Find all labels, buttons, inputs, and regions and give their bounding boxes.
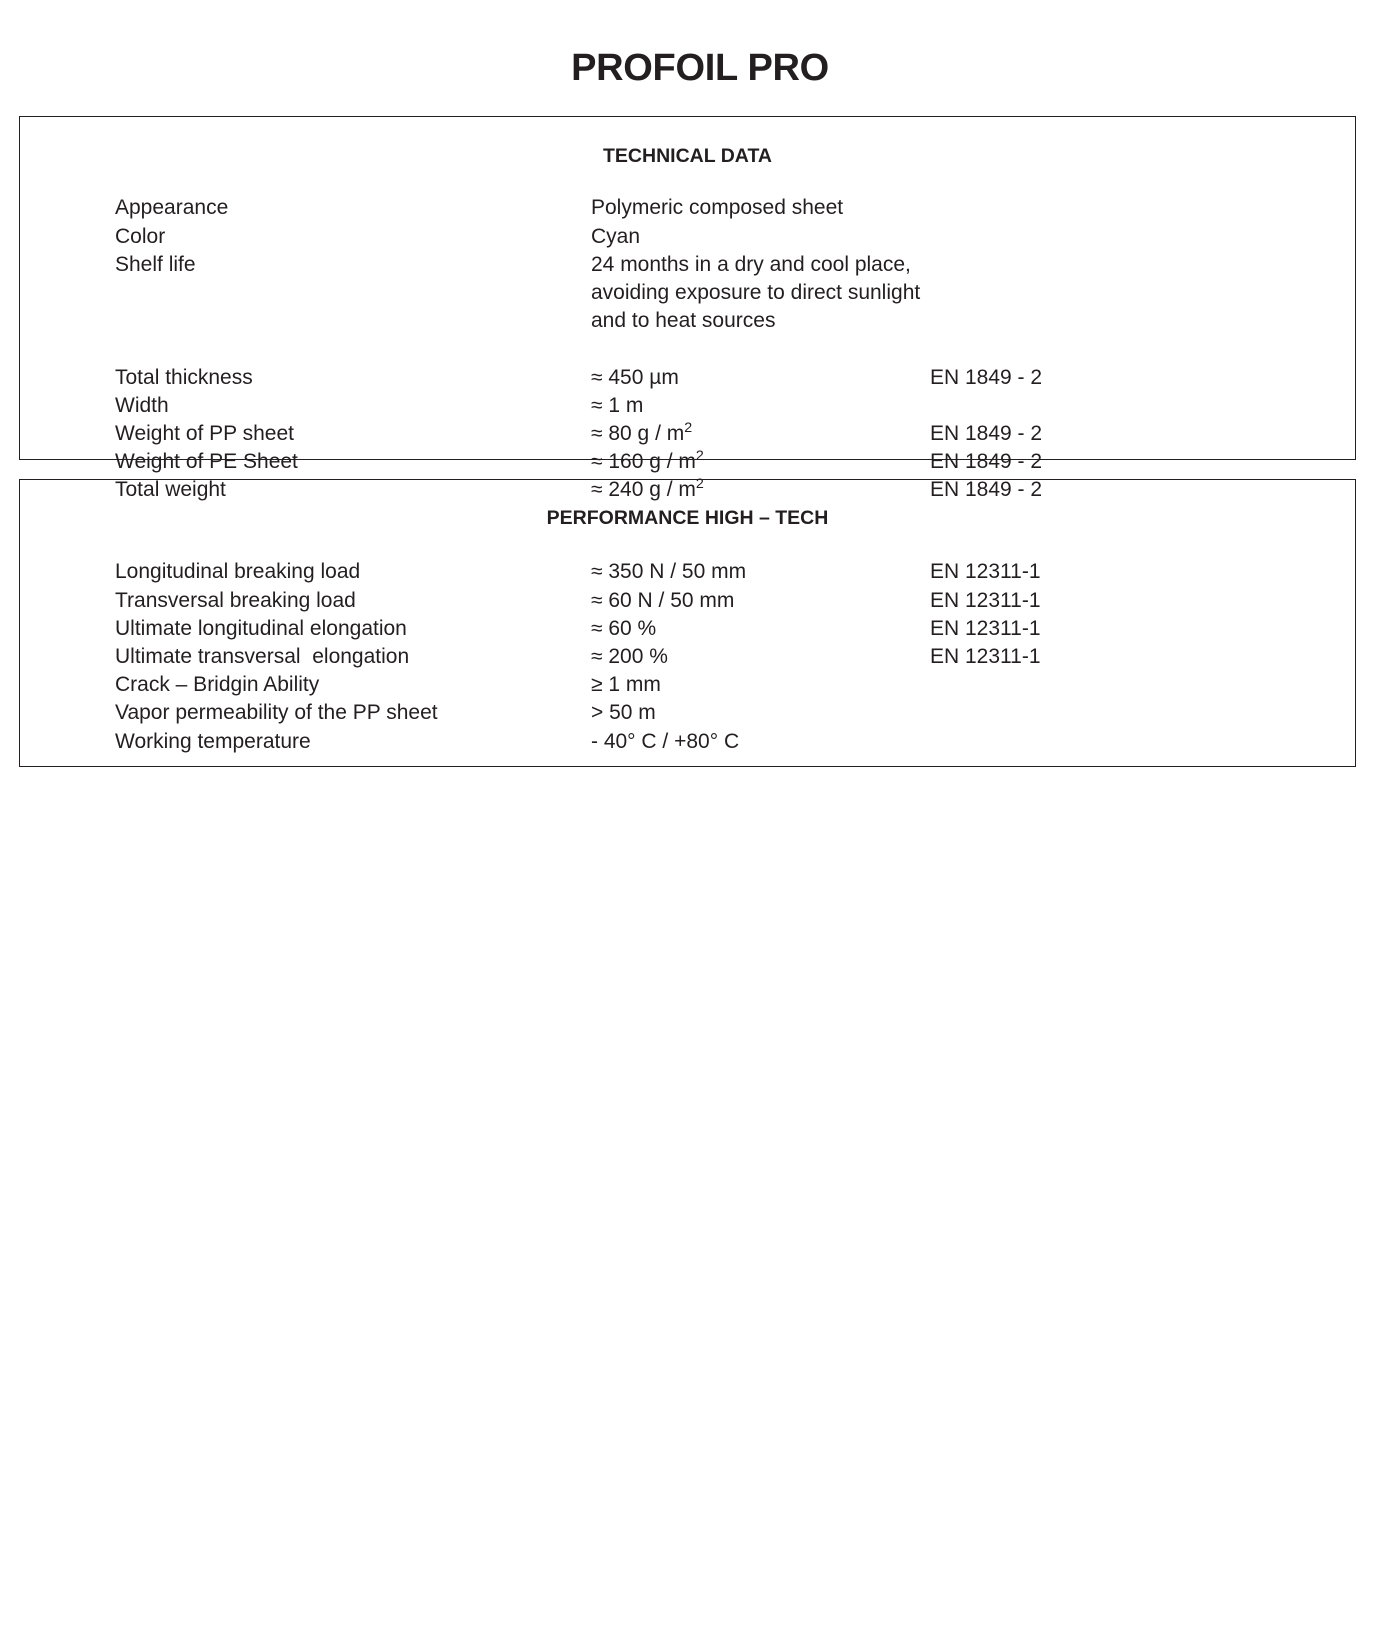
spec-row (20, 420, 1355, 448)
spec-label: Crack – Bridgin Ability (115, 673, 320, 697)
spec-label: Color (115, 224, 166, 248)
spec-label: Working temperature (115, 729, 311, 753)
spec-row (20, 364, 1355, 392)
technical-data-header: TECHNICAL DATA (603, 144, 772, 167)
spec-value: ≈ 160 g / $m^2$ (591, 448, 704, 474)
spec-value: ≈ 1 m (591, 393, 644, 417)
spec-row (20, 448, 1355, 476)
spec-standard: EN 12311-1 (930, 588, 1041, 612)
spec-row (20, 699, 1355, 727)
spec-row (20, 558, 1355, 586)
spec-label: Appearance (115, 196, 229, 220)
spec-value: Cyan (591, 224, 641, 248)
spec-standard: EN 1849 - 2 (930, 478, 1043, 502)
spec-value: ≥ 1 mm (591, 673, 661, 697)
unit-exponent: 2 (695, 448, 704, 465)
spec-label: Total weight (115, 478, 226, 502)
spec-value: ≈ 80 g / $m^2$ (591, 419, 693, 445)
spec-label: Shelf life (115, 252, 196, 276)
spec-standard: EN 1849 - 2 (930, 421, 1043, 445)
spec-label: Total thickness (115, 365, 253, 389)
spec-row (20, 643, 1355, 671)
spec-value: ≈ 60 % (591, 616, 657, 640)
performance-panel (19, 479, 1356, 767)
spec-value: ≈ 60 N / 50 mm (591, 588, 735, 612)
spec-label: Vapor permeability of the PP sheet (115, 701, 438, 725)
page-title: PROFOIL PRO (571, 47, 829, 89)
spec-label: Weight of PP sheet (115, 421, 295, 445)
technical-data-panel (19, 116, 1356, 502)
spec-label: Ultimate transversal elongation (115, 644, 410, 668)
spec-row (20, 251, 1355, 336)
spec-value: ≈ 240 g / $m^2$ (591, 476, 704, 502)
spec-row (20, 587, 1355, 615)
spec-value: ≈ 450 µm (591, 365, 679, 389)
spec-standard: EN 12311-1 (930, 644, 1041, 668)
performance-header: PERFORMANCE HIGH – TECH (546, 506, 829, 529)
spec-value: ≈ 350 N / 50 mm (591, 560, 747, 584)
spec-value: Polymeric composed sheet (591, 196, 844, 220)
spec-row (20, 223, 1355, 251)
unit-exponent: 2 (695, 476, 704, 493)
technical-data-rows (20, 166, 1355, 504)
spec-value: - 40° C / +80° C (591, 729, 740, 753)
spec-standard: EN 12311-1 (930, 560, 1041, 584)
spec-row (20, 392, 1355, 420)
spec-value: 24 months in a dry and cool place, avoiding exposure to direct sunlight and to heat sources (591, 252, 927, 333)
spec-label: Ultimate longitudinal elongation (115, 616, 407, 640)
spec-standard: EN 12311-1 (930, 616, 1041, 640)
spec-label: Weight of PE Sheet (115, 450, 298, 474)
spec-row-spacer (20, 335, 1355, 363)
spec-row (20, 728, 1355, 756)
unit-exponent: 2 (684, 419, 693, 436)
spec-label: Width (115, 393, 169, 417)
spec-label: Longitudinal breaking load (115, 560, 361, 584)
spec-row (20, 194, 1355, 222)
spec-row (20, 671, 1355, 699)
spec-standard: EN 1849 - 2 (930, 450, 1043, 474)
spec-value: > 50 m (591, 701, 656, 725)
spec-standard: EN 1849 - 2 (930, 365, 1043, 389)
spec-label: Transversal breaking load (115, 588, 356, 612)
spec-value: ≈ 200 % (591, 644, 668, 668)
spec-row (20, 615, 1355, 643)
performance-rows (20, 528, 1355, 755)
